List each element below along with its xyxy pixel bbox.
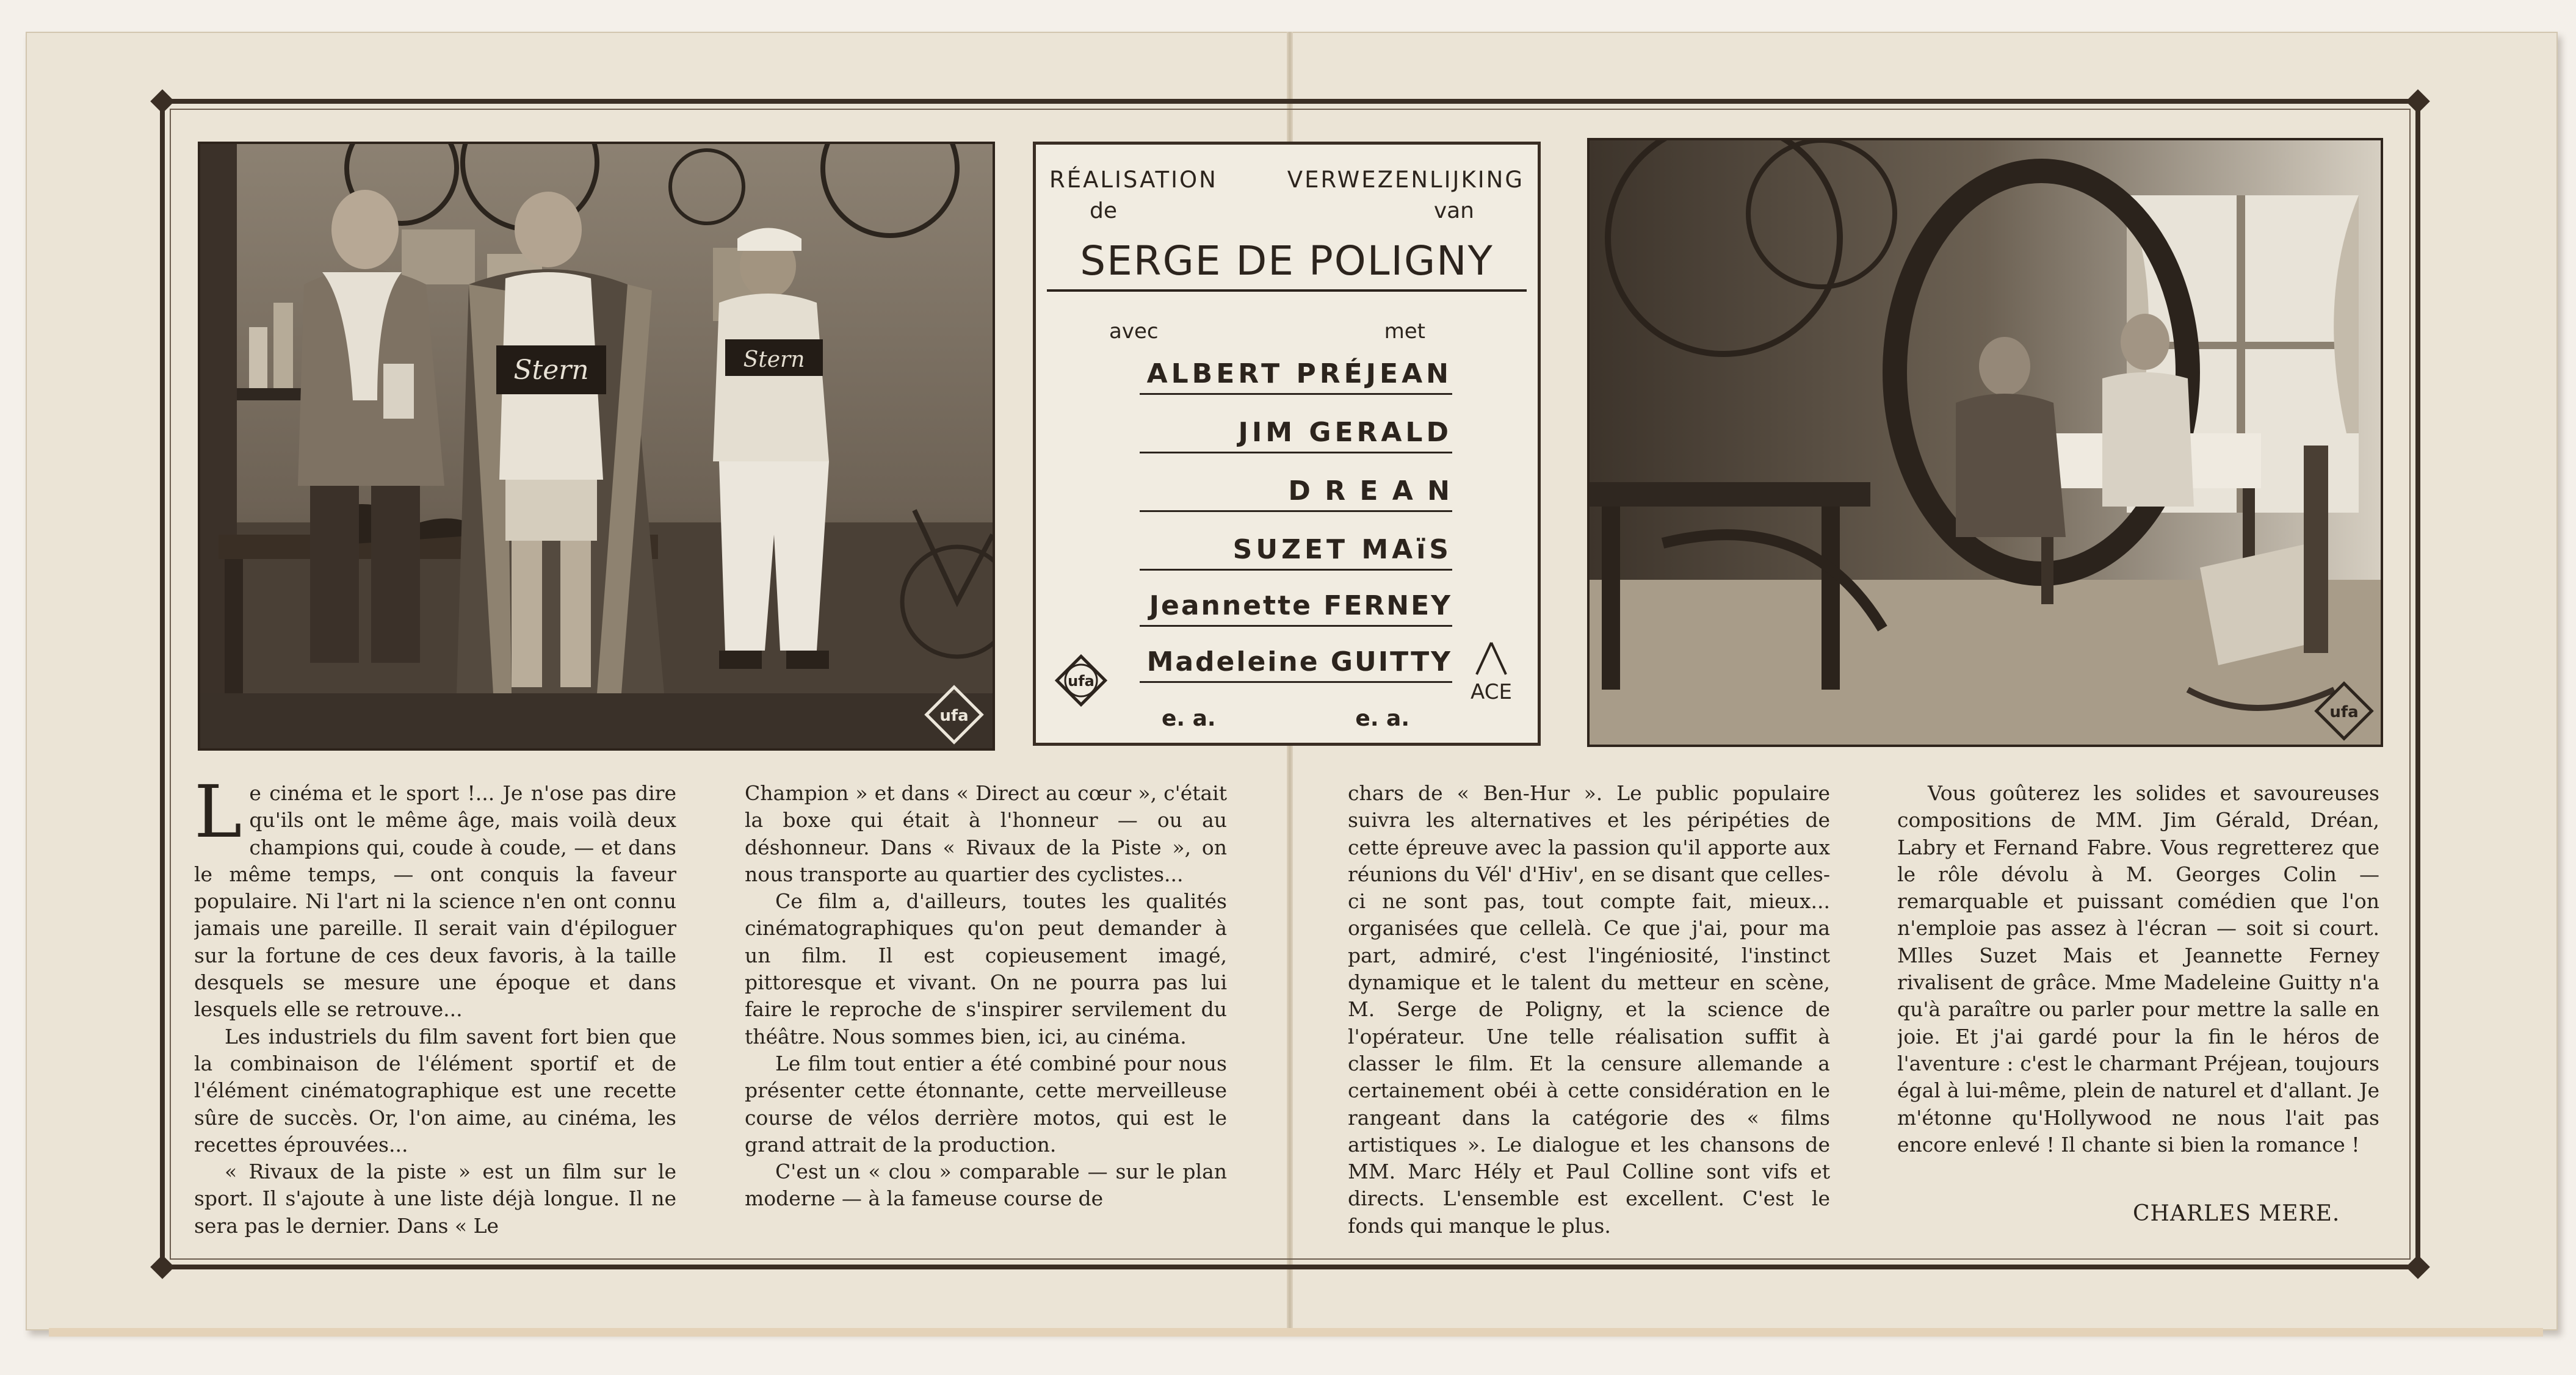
cast-name: Jeannette FERNEY	[1140, 590, 1452, 627]
met-label: met	[1384, 319, 1425, 344]
article-paragraph: Le film tout entier a été combiné pour nous présenter cette étonnante, cette merveilleuse course de vélos derrière motos, qui est le grand attrait de la production.	[745, 1051, 1227, 1157]
booklet-edge	[49, 1328, 2543, 1337]
photo-interior-table	[1587, 138, 2383, 747]
credits-box	[1033, 142, 1541, 746]
svg-text:ACE: ACE	[1471, 680, 1512, 704]
article-column-3	[1348, 780, 1830, 1238]
van-label: van	[1433, 198, 1474, 223]
cast-name: SUZET MAïS	[1140, 534, 1452, 571]
cast-name: D R E A N	[1140, 475, 1452, 512]
article-paragraph: chars de « Ben-Hur ». Le public populaire suivra les alternatives et les péripéties de cette épreuve avec la passion qu'il apporte aux réunions du Vél' d'Hiv', en se disant que celles-ci ne sont pas, tout compte fait, mieux... organisées que cellelà. Ce que j'ai, pour ma part, admiré, c'est l'ingéniosité, l'instinct dynamique et le talent du metteur en scène, M. Serge de Poligny, et la science de l'opérateur. Une telle réalisation suffit à classer le film. Et la censure allemande a certainement obéi à cette considération en le rangeant dans la catégorie des « films artistiques ». Le dialogue et les chansons de MM. Marc Hély et Paul Colline sont vifs et directs. L'ensemble est excellent. C'est le fonds qui manque le plus.	[1348, 781, 1830, 1238]
avec-label: avec	[1109, 319, 1159, 344]
article-paragraph: C'est un « clou » comparable — sur le plan moderne — à la fameuse course de	[745, 1160, 1227, 1211]
article-paragraph: Vous goûterez les solides et savoureuses compositions de MM. Jim Gérald, Dréan, Labry et Fernand Fabre. Vous regretterez que le rôle dévolu à M. Georges Colin — remarquable et puissant comédien que l'on n'emploie pas assez à l'écran — soit si court. Mlles Suzet Mais et Jeannette Ferney rivalisent de grâce. Mme Madeleine Guitty n'a qu'à paraître ou parler pour mettre la salle en joie. Et j'ai gardé pour la fin le héros de l'aventure : c'est le charmant Préjean, toujours égal à lui-même, plein de naturel et d'allant. Je m'étonne qu'Hollywood ne nous l'ait pas encore enlevé ! Il chante si bien la romance !	[1897, 781, 2379, 1157]
author-signature: CHARLES MERE.	[2133, 1201, 2340, 1226]
realisation-label-nl: VERWEZENLIJKING	[1287, 167, 1524, 193]
article-paragraph: Champion » et dans « Direct au cœur », c'était la boxe qui était à l'honneur — ou au déshonneur. Dans « Rivaux de la Piste », on nous transporte au quartier des cyclistes...	[745, 781, 1227, 886]
director-name: SERGE DE POLIGNY	[1047, 237, 1527, 292]
article-column-4	[1897, 780, 2379, 1183]
article-column-2	[745, 780, 1227, 1238]
article-paragraph: Les industriels du film savent fort bien que la combinaison de l'élément sportif et de l'élément cinématographique est une recette sûre de succès. Or, l'on aime, au cinéma, les recettes éprouvées...	[194, 1024, 676, 1157]
article-column-1	[194, 780, 676, 1238]
photo-bike-workshop	[198, 142, 995, 751]
cast-name: Madeleine GUITTY	[1140, 646, 1452, 683]
jersey-text: Stern	[513, 355, 589, 386]
svg-text:ufa: ufa	[939, 707, 969, 725]
svg-text:ufa: ufa	[1068, 673, 1094, 690]
ea-left: e. a.	[1162, 706, 1216, 731]
ufa-logo-icon	[1052, 651, 1110, 710]
photo-bike-workshop-scene	[200, 144, 993, 748]
article-paragraph: « Rivaux de la piste » est un film sur le sport. Il s'ajoute à une liste déjà longue. Il ne sera pas le dernier. Dans « Le	[194, 1160, 676, 1238]
ace-logo-icon	[1461, 639, 1522, 706]
article-paragraph: Ce film a, d'ailleurs, toutes les qualités cinématographiques qu'on peut demander à un film. Il est copieusement imagé, pittoresque et vivant. On ne pourra pas lui faire le reproche de s'inspirer servilement du théâtre. Nous sommes bien, ici, au cinéma.	[745, 889, 1227, 1048]
de-label: de	[1090, 198, 1117, 223]
cast-name: JIM GERALD	[1140, 417, 1452, 453]
article-paragraph: e cinéma et le sport !... Je n'ose pas dire qu'ils ont le même âge, mais voilà deux champions qui, coude à coude, — et dans le même temps, — ont conquis la faveur populaire. Ni l'art ni la science n'en ont connu jamais une pareille. Il serait vain d'épiloguer sur la fortune de ces deux favoris, à la taille desquels se mesure une époque et dans lesquels elle se retrouve...	[194, 781, 676, 1022]
realisation-label-fr: RÉALISATION	[1049, 167, 1218, 193]
svg-text:ufa: ufa	[2329, 703, 2359, 721]
ea-right: e. a.	[1355, 706, 1409, 731]
jersey-text: Stern	[743, 347, 805, 372]
drop-cap: L	[194, 780, 242, 854]
cast-name: ALBERT PRÉJEAN	[1140, 358, 1452, 395]
photo-interior-table-scene	[1590, 140, 2381, 745]
